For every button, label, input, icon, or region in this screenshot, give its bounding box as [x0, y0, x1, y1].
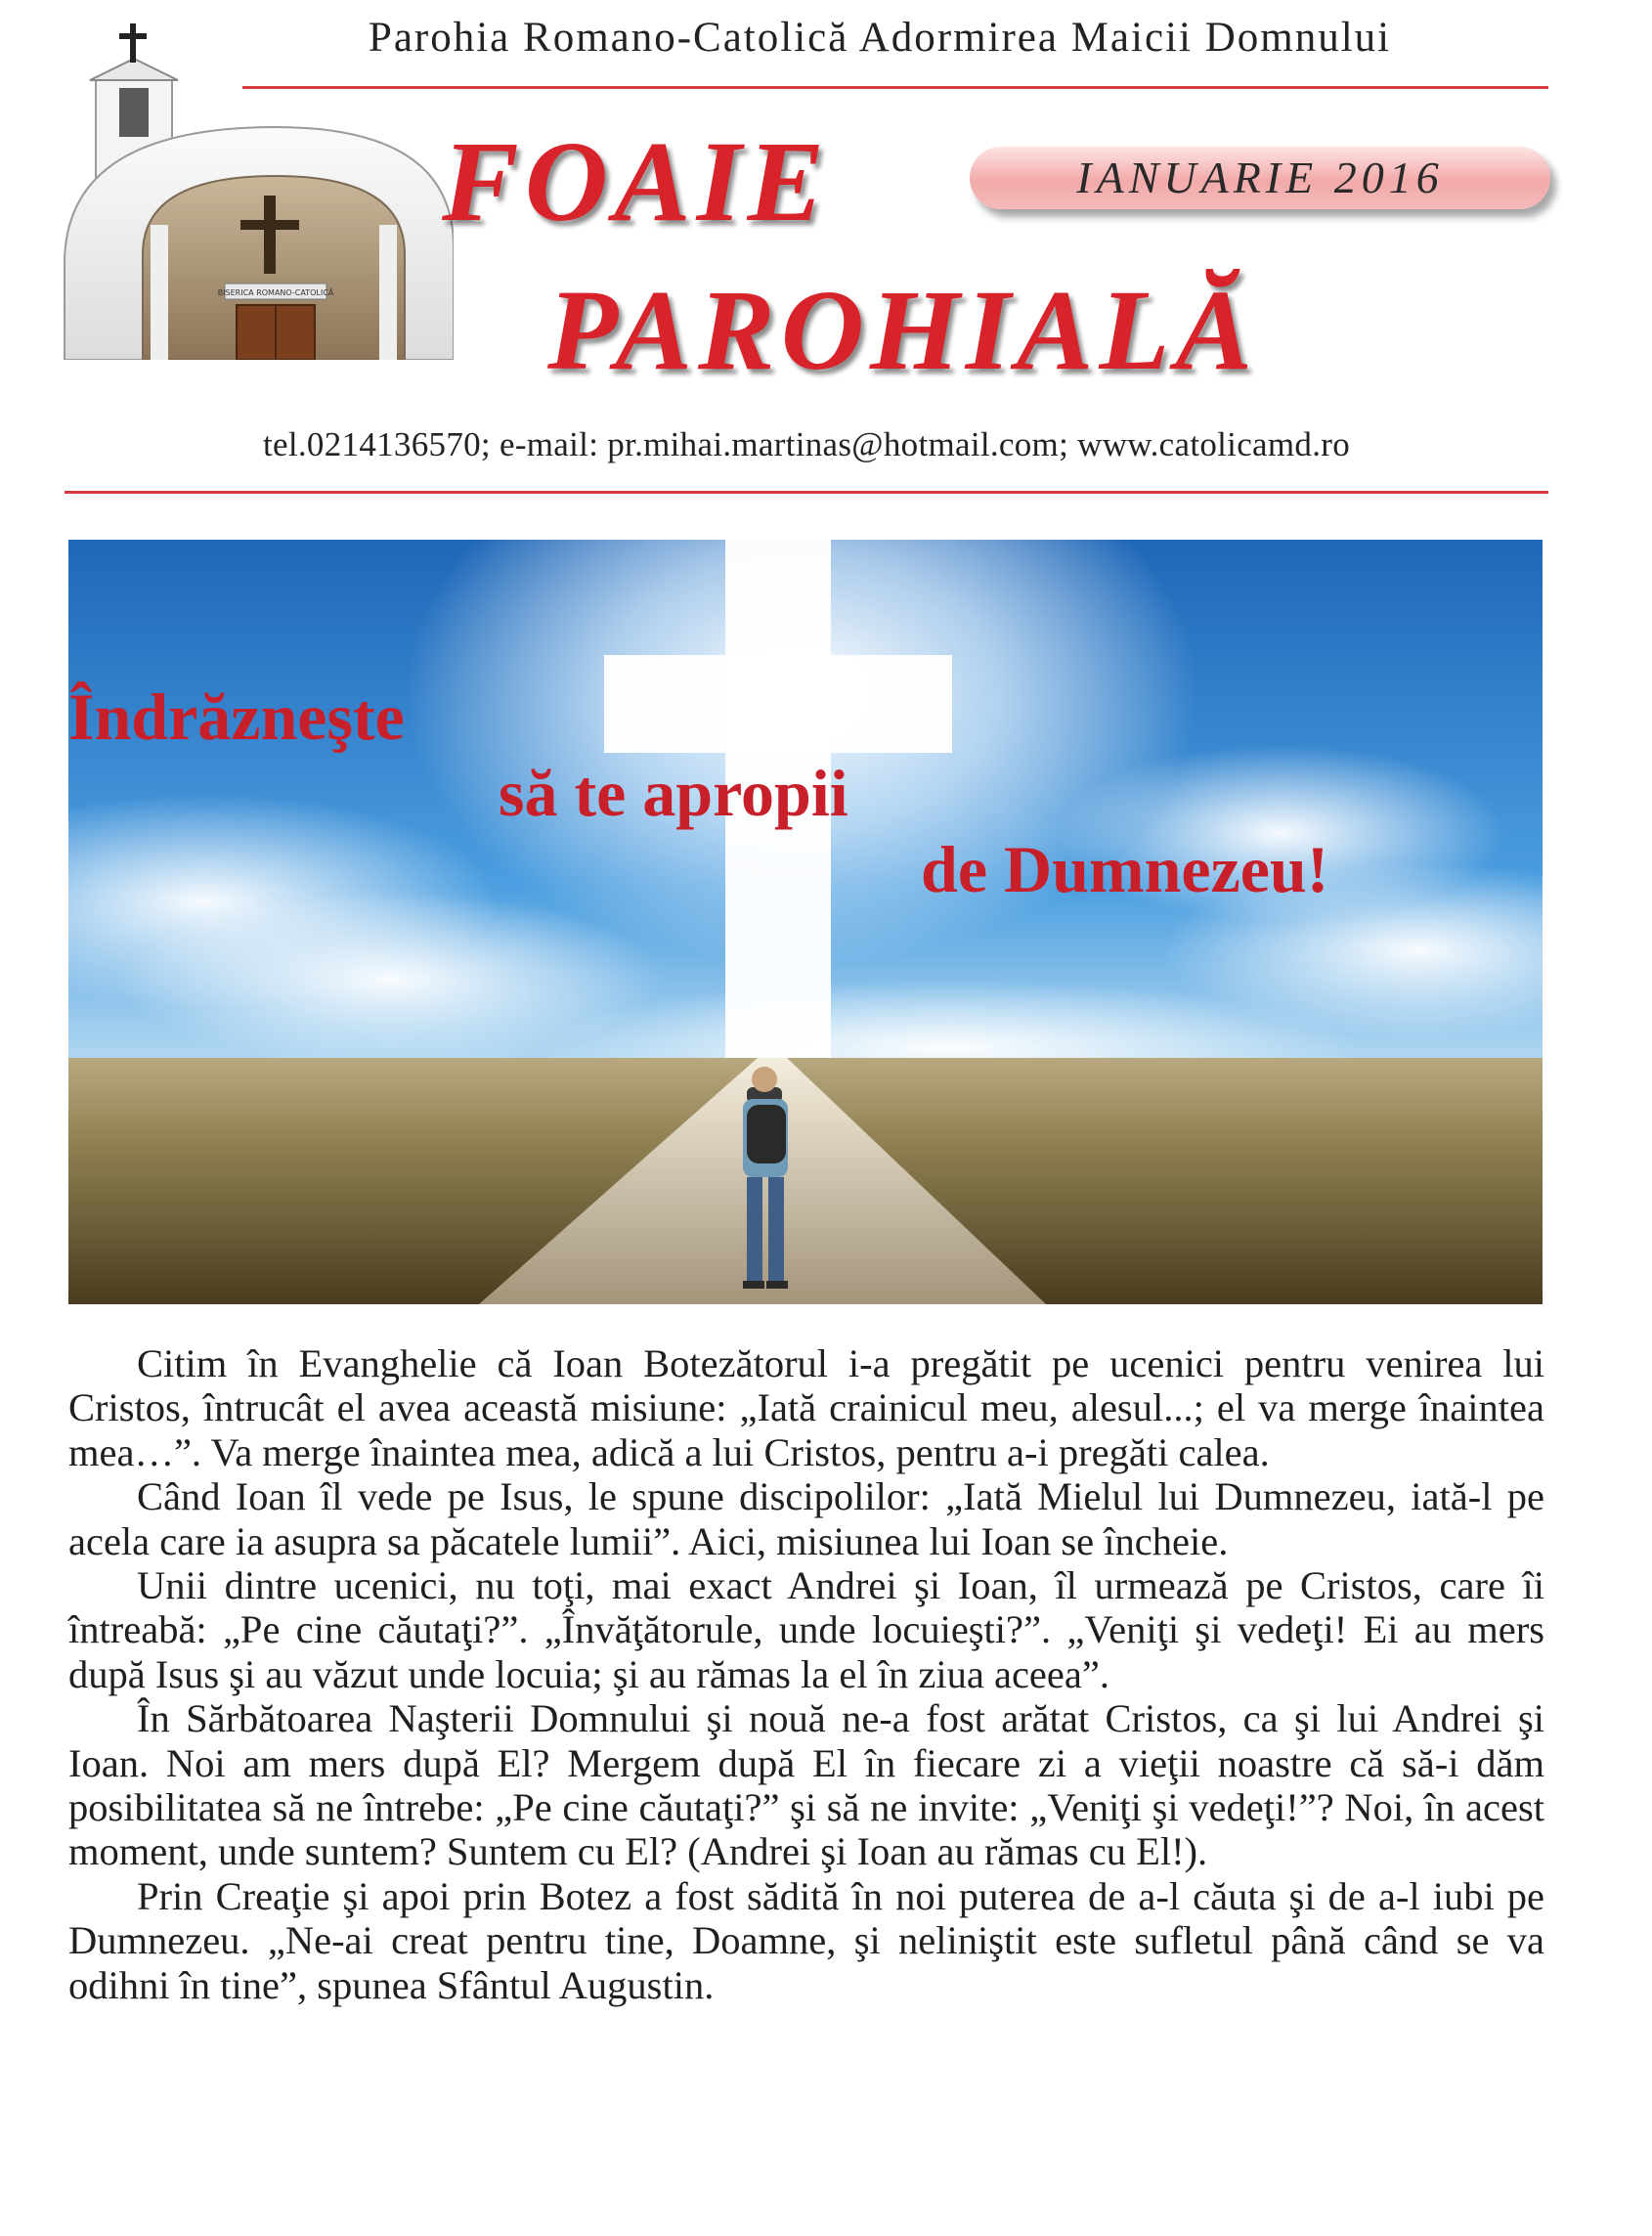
header-divider-bottom: [65, 491, 1548, 494]
issue-date-text: IANUARIE 2016: [1076, 153, 1444, 202]
parish-name: Parohia Romano-Catolică Adormirea Maicii Domnului: [368, 15, 1392, 61]
issue-date-badge: [970, 147, 1550, 209]
article-body: [68, 1341, 1544, 2007]
article-paragraph: Citim în Evanghelie că Ioan Botezătorul i-a pregătit pe ucenici pentru venirea lui Cristos, întrucât el avea această misiune: „Iată crainicul meu, alesul...; el va merge înaintea mea…”. Va merge înaintea mea, adică a lui Cristos, pentru a-i pregăti calea.: [68, 1341, 1544, 1474]
masthead-title-line1: FOAIE: [442, 117, 831, 245]
article-paragraph: În Sărbătoarea Naşterii Domnului şi nouă ne-a fost arătat Cristos, ca şi lui Andrei şi Ioan. Noi am mers după El? Mergem după El în fiecare zi a vieţii noastre că să-i dăm posibilitatea să ne întrebe: „Pe cine căutaţi?” şi să ne invite: „Veniţi şi vedeţi!”? Noi, în acest moment, unde suntem? Suntem cu El? (Andrei şi Ioan au rămas cu El!).: [68, 1696, 1544, 1874]
masthead-title-line2: PAROHIALĂ: [547, 266, 1259, 394]
article-paragraph: Când Ioan îl vede pe Isus, le spune discipolilor: „Iată Mielul lui Dumnezeu, iată-l pe acela care ia asupra sa păcatele lumii”. Aici, misiunea lui Ioan se încheie.: [68, 1474, 1544, 1563]
church-sign-text: BISERICA ROMANO-CATOLICĂ: [217, 288, 334, 297]
banner-slogan-line2: să te apropii: [499, 756, 848, 830]
article-paragraph: Unii dintre ucenici, nu toţi, mai exact Andrei şi Ioan, îl urmează pe Cristos, care îi întreabă: „Pe cine căutaţi?”. „Învăţătorule, unde locuieşti?”. „Veniţi şi vedeţi! Ei au mers după Isus şi au văzut unde locuia; şi au rămas la el în ziua aceea”.: [68, 1563, 1544, 1696]
contact-line: tel.0214136570; e-mail: pr.mihai.martinas@hotmail.com; www.catolicamd.ro: [262, 425, 1351, 463]
banner-slogan-line3: de Dumnezeu!: [921, 832, 1329, 906]
header-divider-top: [242, 86, 1548, 89]
banner-illustration: [68, 540, 1543, 1304]
banner-image: [68, 540, 1543, 1304]
banner-slogan-line1: Îndrăzneşte: [68, 680, 405, 754]
church-photo: [61, 20, 454, 360]
article-paragraph: Prin Creaţie şi apoi prin Botez a fost sădită în noi puterea de a-l căuta şi de a-l iubi pe Dumnezeu. „Ne-ai creat pentru tine, Doamne, şi neliniştit este sufletul până când se va odihni în tine”, spunea Sfântul Augustin.: [68, 1873, 1544, 2007]
